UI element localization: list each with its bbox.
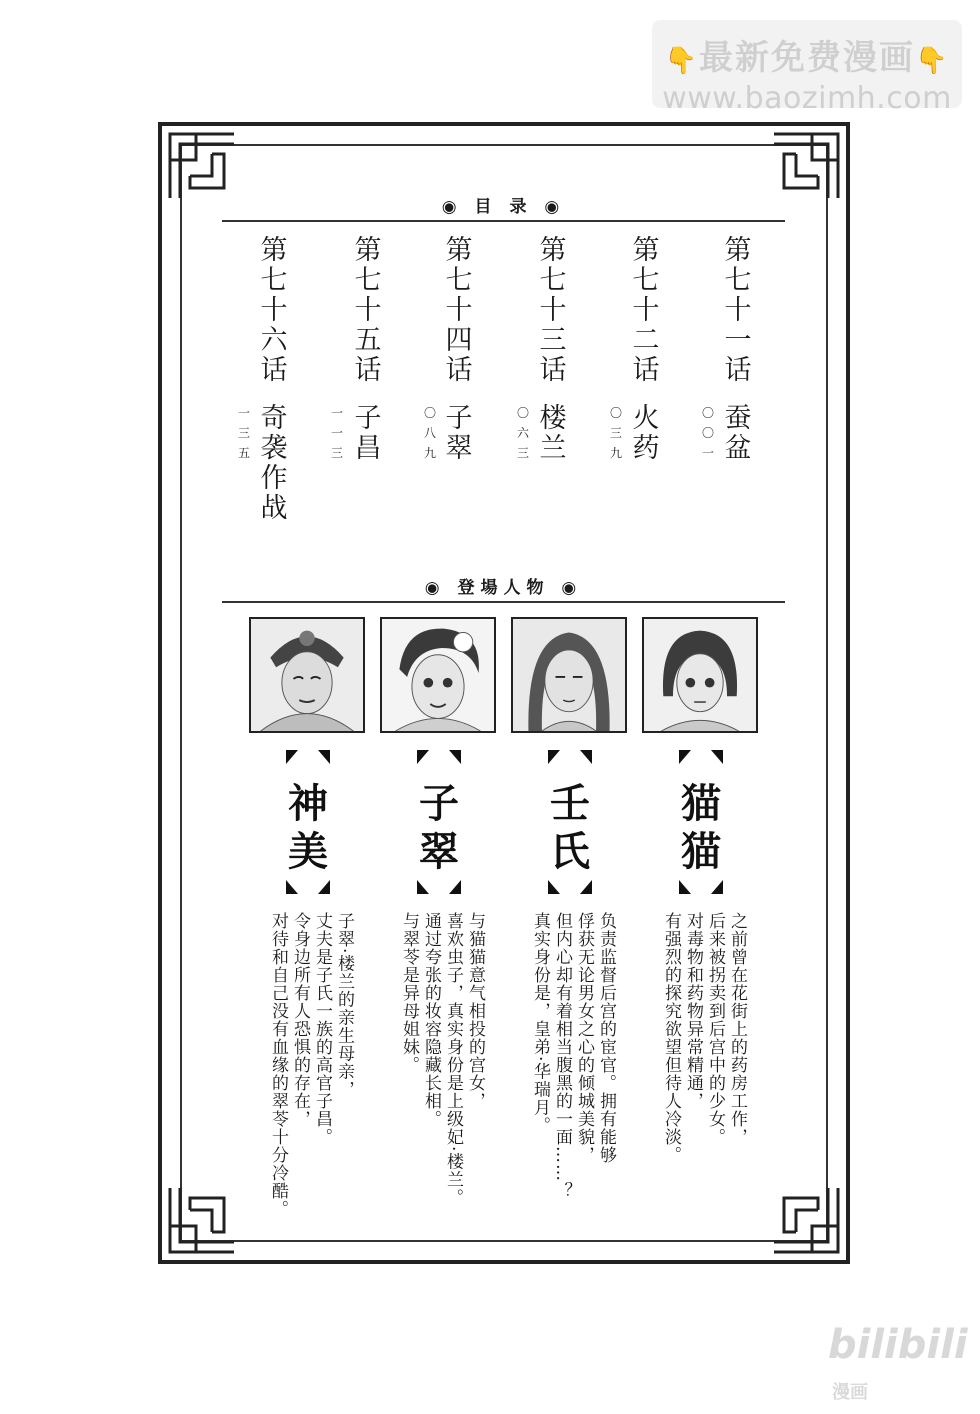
characters-divider <box>222 601 785 603</box>
chapter-number[interactable]: 第 七 十 四 话 <box>445 235 473 386</box>
chapter-title[interactable]: 子 昌 <box>354 403 382 464</box>
character-desc-line: 真实身份是，皇弟·华瑞月。 <box>530 912 550 1135</box>
character-name-renshi: 壬 氏 <box>550 781 590 875</box>
character-desc-line: 丈夫是子氏一族的高官子昌。 <box>312 912 332 1146</box>
character-desc-line: 令身边所有人恐惧的存在， <box>290 912 310 1128</box>
chapter-title[interactable]: 子 翠 <box>445 403 473 464</box>
chapter-title[interactable]: 蚕 盆 <box>724 403 752 464</box>
watermark-banner <box>652 20 962 116</box>
chapter-page: 一 一 三 <box>330 406 343 460</box>
character-desc-line: 对待和自己没有血缘的翠苓十分冷酷。 <box>268 912 288 1218</box>
corner-ornament-bottom-left <box>166 1184 238 1256</box>
corner-ornament-bottom-right <box>770 1184 842 1256</box>
character-desc-line: 对毒物和药物异常精通， <box>683 912 703 1110</box>
character-desc-line: 有强烈的探究欲望但待人冷淡。 <box>661 912 681 1164</box>
character-desc-line: 与翠苓是异母姐妹。 <box>399 912 419 1074</box>
watermark-title: 最新免费漫画 <box>699 38 915 78</box>
characters-heading: ◉ 登場人物 ◉ <box>424 578 583 598</box>
bracket-bottom-icon <box>284 876 332 896</box>
character-name-zicui: 子 翠 <box>419 781 459 875</box>
portrait-renshi <box>511 617 627 733</box>
character-desc-line: 与猫猫意气相投的宫女， <box>465 912 485 1110</box>
chapter-page: 〇 六 三 <box>516 406 529 460</box>
character-desc-line: 子翠·楼兰的亲生母亲， <box>334 912 354 1099</box>
portrait-zicui <box>380 617 496 733</box>
chapter-page: 〇 三 九 <box>609 406 622 460</box>
character-desc-line: 后来被拐卖到后宫中的少女。 <box>705 912 725 1146</box>
character-name-maomao: 猫 猫 <box>681 781 721 875</box>
bracket-bottom-icon <box>415 876 463 896</box>
chapter-page: 一 三 五 <box>237 406 250 460</box>
toc-divider <box>222 220 785 222</box>
bracket-top-icon <box>415 748 463 768</box>
chapter-title[interactable]: 火 药 <box>632 403 660 464</box>
bracket-bottom-icon <box>546 876 594 896</box>
portrait-maomao <box>642 617 758 733</box>
character-name-shenmei: 神 美 <box>288 781 328 875</box>
chapter-page: 〇 〇 一 <box>701 406 714 460</box>
bilibili-logo: bilibili漫画 <box>828 1322 968 1403</box>
character-desc-line: 但内心却有着相当腹黑的一面……？ <box>552 912 572 1200</box>
watermark-url[interactable]: www.baozimh.com <box>662 81 952 116</box>
bracket-top-icon <box>677 748 725 768</box>
bracket-top-icon <box>284 748 332 768</box>
chapter-page: 〇 八 九 <box>423 406 436 460</box>
character-desc-line: 之前曾在花街上的药房工作， <box>727 912 747 1146</box>
chapter-number[interactable]: 第 七 十 五 话 <box>354 235 382 386</box>
character-desc-line: 通过夸张的妆容隐藏长相。 <box>421 912 441 1128</box>
chapter-number[interactable]: 第 七 十 一 话 <box>724 235 752 386</box>
character-desc-line: 喜欢虫子，真实身份是上级妃·楼兰。 <box>443 912 463 1207</box>
chapter-number[interactable]: 第 七 十 三 话 <box>539 235 567 386</box>
chapter-title[interactable]: 楼 兰 <box>539 403 567 464</box>
character-desc-line: 俘获无论男女之心的倾城美貌， <box>574 912 594 1164</box>
bracket-top-icon <box>546 748 594 768</box>
chapter-title[interactable]: 奇 袭 作 战 <box>260 403 288 524</box>
bracket-bottom-icon <box>677 876 725 896</box>
toc-heading: ◉ 目 录 ◉ <box>441 197 566 217</box>
portrait-shenmei <box>249 617 365 733</box>
pointer-icon: 👇 <box>915 46 950 76</box>
chapter-number[interactable]: 第 七 十 二 话 <box>632 235 660 386</box>
chapter-number[interactable]: 第 七 十 六 话 <box>260 235 288 386</box>
character-desc-line: 负责监督后宫的宦官。拥有能够 <box>596 912 616 1164</box>
pointer-icon: 👇 <box>664 46 699 76</box>
